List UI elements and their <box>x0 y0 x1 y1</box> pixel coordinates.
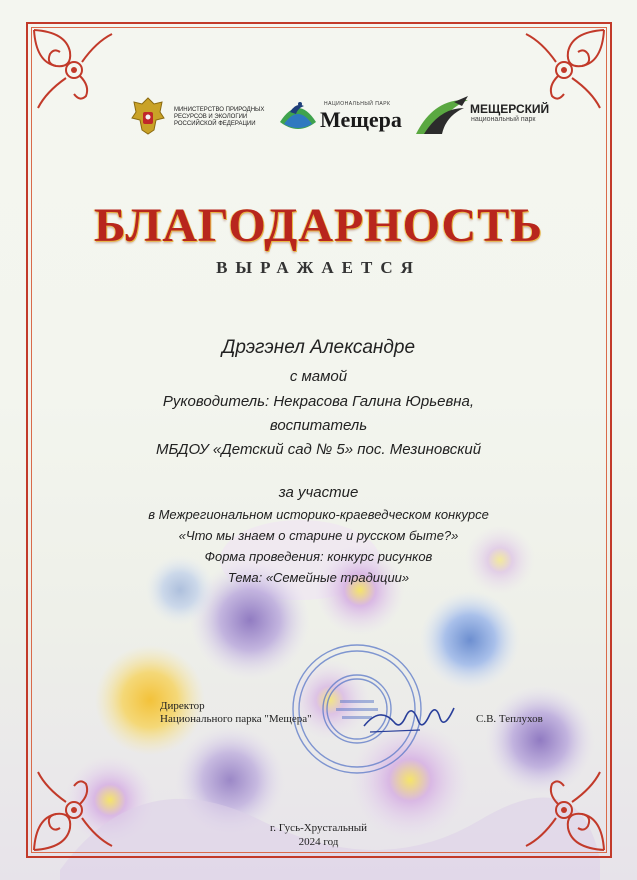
park-small-label: НАЦИОНАЛЬНЫЙ ПАРК <box>324 101 391 107</box>
recipient-with: с мамой <box>289 368 348 385</box>
signer-title-line1: Директор <box>160 700 205 712</box>
participation-form: Форма проведения: конкурс рисунков <box>204 549 433 564</box>
ministry-line-1: МИНИСТЕРСТВО ПРИРОДНЫХ <box>174 107 265 113</box>
recipient-organization: МБДОУ «Детский сад № 5» пос. Мезиновский <box>155 441 482 458</box>
certificate-subtitle: ВЫРАЖАЕТСЯ <box>216 258 421 277</box>
signer-name: С.В. Теплухов <box>476 713 543 725</box>
corner-ornament-top-left <box>26 22 116 112</box>
ministry-line-2: РЕСУРСОВ И ЭКОЛОГИИ <box>174 114 248 120</box>
handwritten-signature <box>360 696 460 744</box>
participation-for: за участие <box>278 484 359 501</box>
footer-city: г. Гусь-Хрустальный <box>269 822 368 834</box>
participation-contest-name: «Что мы знаем о старине и русском быте?» <box>178 528 459 543</box>
footer-year: 2024 год <box>298 836 339 848</box>
ministry-line-3: РОССИЙСКОЙ ФЕДЕРАЦИИ <box>174 121 256 127</box>
recipient-position: воспитатель <box>269 417 368 434</box>
signer-title-line2: Национального парка "Мещера" <box>160 713 312 725</box>
meshchersky-name: МЕЩЕРСКИЙ <box>470 102 550 116</box>
meshchersky-crane-logo-icon <box>414 94 470 140</box>
park-name-logo: Мещера <box>320 107 402 132</box>
participation-theme: Тема: «Семейные традиции» <box>227 570 410 585</box>
russian-emblem-icon <box>128 94 168 138</box>
corner-ornament-top-right <box>522 22 612 112</box>
certificate-title: БЛАГОДАРНОСТЬ <box>94 199 543 252</box>
participation-contest: в Межрегиональном историко-краеведческом конкурсе <box>148 507 489 522</box>
meshchersky-subtitle: национальный парк <box>471 116 536 123</box>
meshchera-park-logo-icon <box>276 92 320 138</box>
ministry-logo-text <box>174 107 264 128</box>
recipient-leader: Руководитель: Некрасова Галина Юрьевна, <box>162 393 475 410</box>
recipient-name: Дрэгэнел Александре <box>221 337 416 358</box>
